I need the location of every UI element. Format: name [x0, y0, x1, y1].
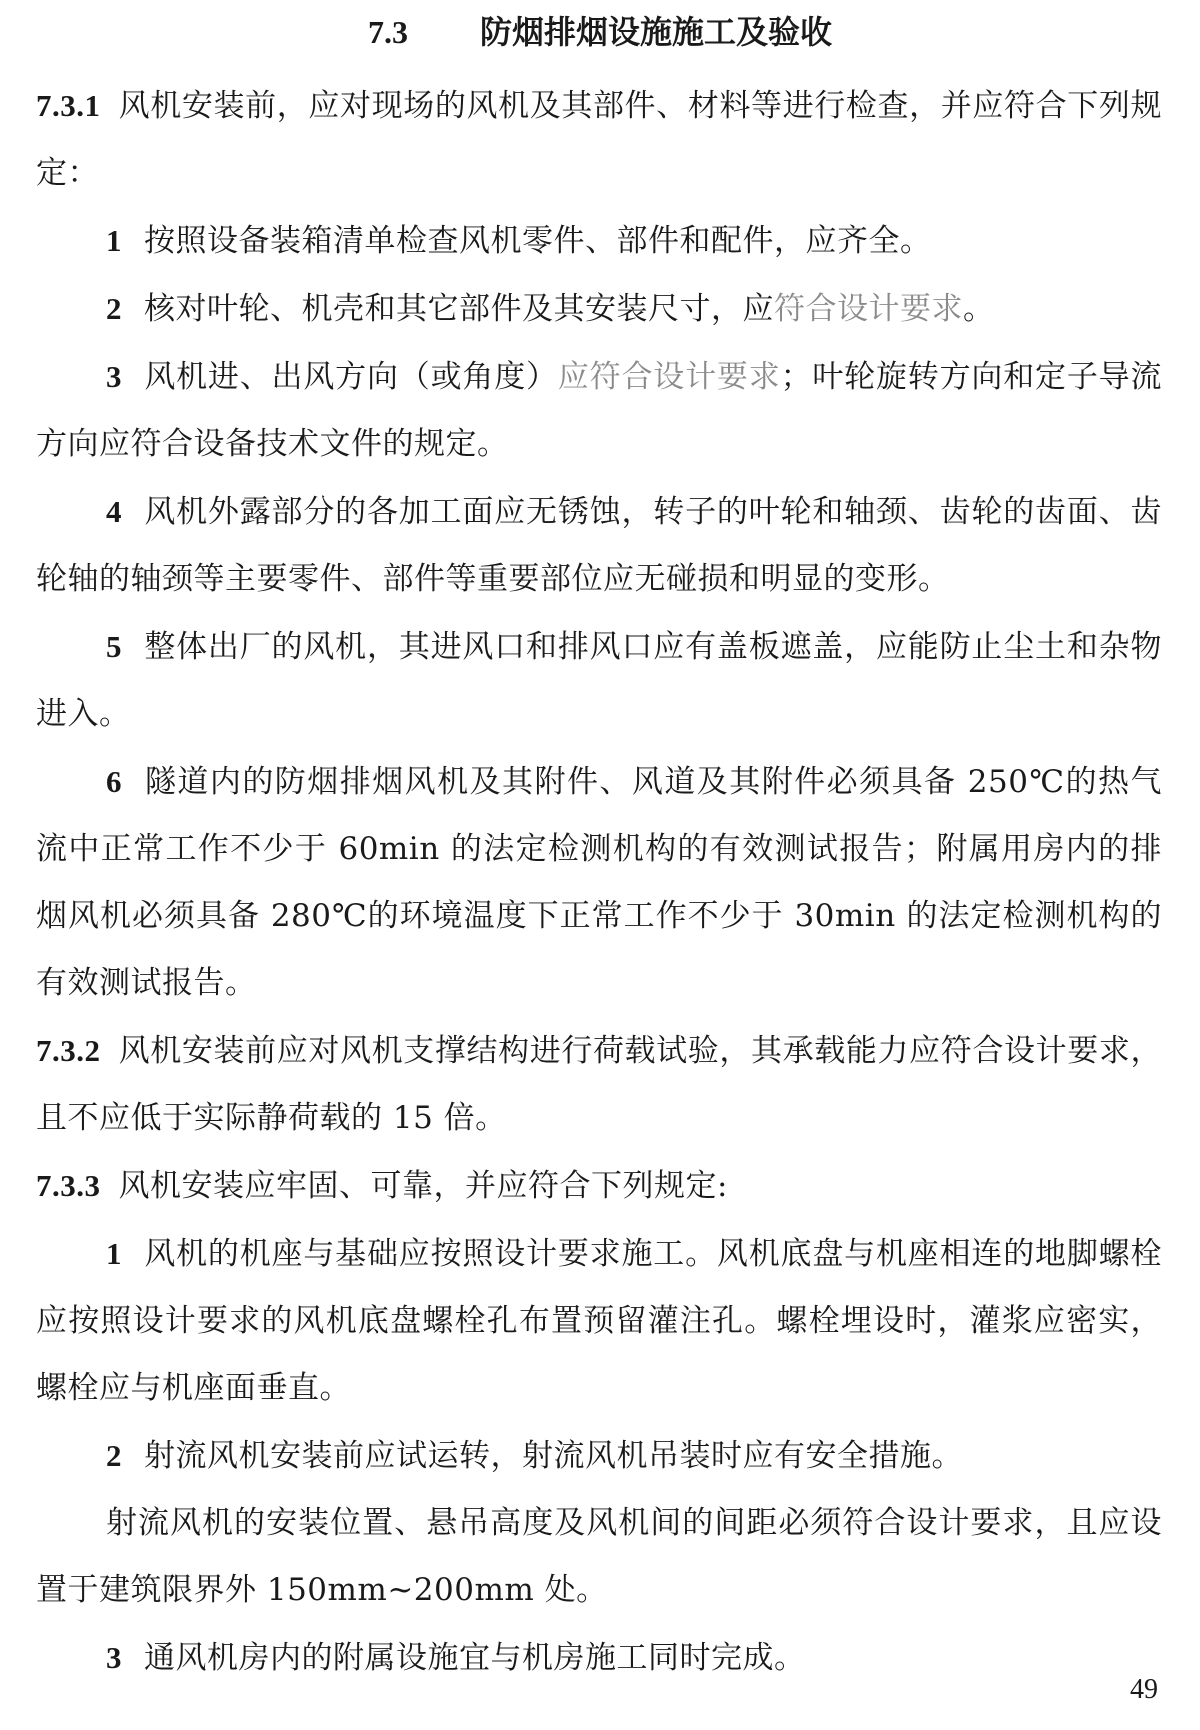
document-body: [36, 72, 1162, 1692]
clause-7-3-1: [36, 72, 1162, 207]
item-number: 4: [106, 494, 122, 529]
item-text: 通风机房内的附属设施宜与机房施工同时完成。: [144, 1640, 806, 1676]
clause-item: [36, 1220, 1162, 1422]
item-text: 风机的机座与基础应按照设计要求施工。风机底盘与机座相连的地脚螺栓应按照设计要求的风机底盘螺栓孔布置预留灌注孔。螺栓埋设时，灌浆应密实，螺栓应与机座面垂直。: [36, 1236, 1162, 1406]
item-text: 风机外露部分的各加工面应无锈蚀，转子的叶轮和轴颈、齿轮的齿面、齿轮轴的轴颈等主要零件、部件等重要部位应无碰损和明显的变形。: [36, 494, 1162, 597]
page-number: 49: [1130, 1674, 1158, 1705]
item-text: 核对叶轮、机壳和其它部件及其安装尺寸，应: [144, 291, 774, 327]
clause-item: [36, 343, 1162, 478]
item-number: 2: [106, 1438, 122, 1473]
item-number: 6: [106, 764, 122, 799]
clause-7-3-2: [36, 1017, 1162, 1152]
clause-item: [36, 748, 1162, 1017]
item-number: 5: [106, 629, 122, 664]
section-heading: [0, 8, 1200, 56]
clause-text: 风机安装应牢固、可靠，并应符合下列规定:: [118, 1168, 728, 1204]
item-text-faded: 符合设计要求: [774, 291, 963, 327]
section-number: 7.3: [367, 14, 408, 50]
item-text-end: ；叶轮旋转方向和定子导流方向应符合设备技术文件的规定。: [36, 359, 1162, 462]
item-text-end: 。: [963, 291, 995, 327]
item-note-text: 射流风机的安装位置、悬吊高度及风机间的间距必须符合设计要求，且应设置于建筑限界外 150mm~200mm 处。: [36, 1505, 1162, 1608]
clause-text: 风机安装前，应对现场的风机及其部件、材料等进行检查，并应符合下列规定：: [36, 88, 1162, 191]
item-number: 2: [106, 291, 122, 326]
clause-number: 7.3.3: [36, 1168, 101, 1203]
clause-item: [36, 478, 1162, 613]
clause-item: [36, 207, 1162, 275]
item-text: 隧道内的防烟排烟风机及其附件、风道及其附件必须具备 250℃的热气流中正常工作不少于 60min 的法定检测机构的有效测试报告；附属用房内的排烟风机必须具备 280℃的环境温度下正常工作不少于 30min 的法定检测机构的有效测试报告。: [36, 764, 1162, 1001]
clause-item: [36, 613, 1162, 748]
clause-number: 7.3.2: [36, 1033, 101, 1068]
clause-item: [36, 1422, 1162, 1490]
item-number: 3: [106, 359, 122, 394]
item-text: 整体出厂的风机，其进风口和排风口应有盖板遮盖，应能防止尘土和杂物进入。: [36, 629, 1162, 732]
clause-item: [36, 275, 1162, 343]
item-text-faded: 应符合设计要求: [557, 359, 781, 395]
section-title: 防烟排烟设施施工及验收: [479, 13, 832, 51]
item-note: [36, 1490, 1162, 1624]
clause-7-3-3: [36, 1152, 1162, 1220]
item-text: 射流风机安装前应试运转，射流风机吊装时应有安全措施。: [144, 1438, 963, 1474]
clause-item: [36, 1624, 1162, 1692]
clause-number: 7.3.1: [36, 88, 101, 123]
item-number: 3: [106, 1640, 122, 1675]
item-text: 风机进、出风方向（或角度）: [144, 359, 558, 395]
clause-text: 风机安装前应对风机支撑结构进行荷载试验，其承载能力应符合设计要求，且不应低于实际静荷载的 15 倍。: [36, 1033, 1162, 1136]
item-text: 按照设备装箱清单检查风机零件、部件和配件，应齐全。: [144, 223, 932, 259]
item-number: 1: [106, 1236, 122, 1271]
item-number: 1: [106, 223, 122, 258]
